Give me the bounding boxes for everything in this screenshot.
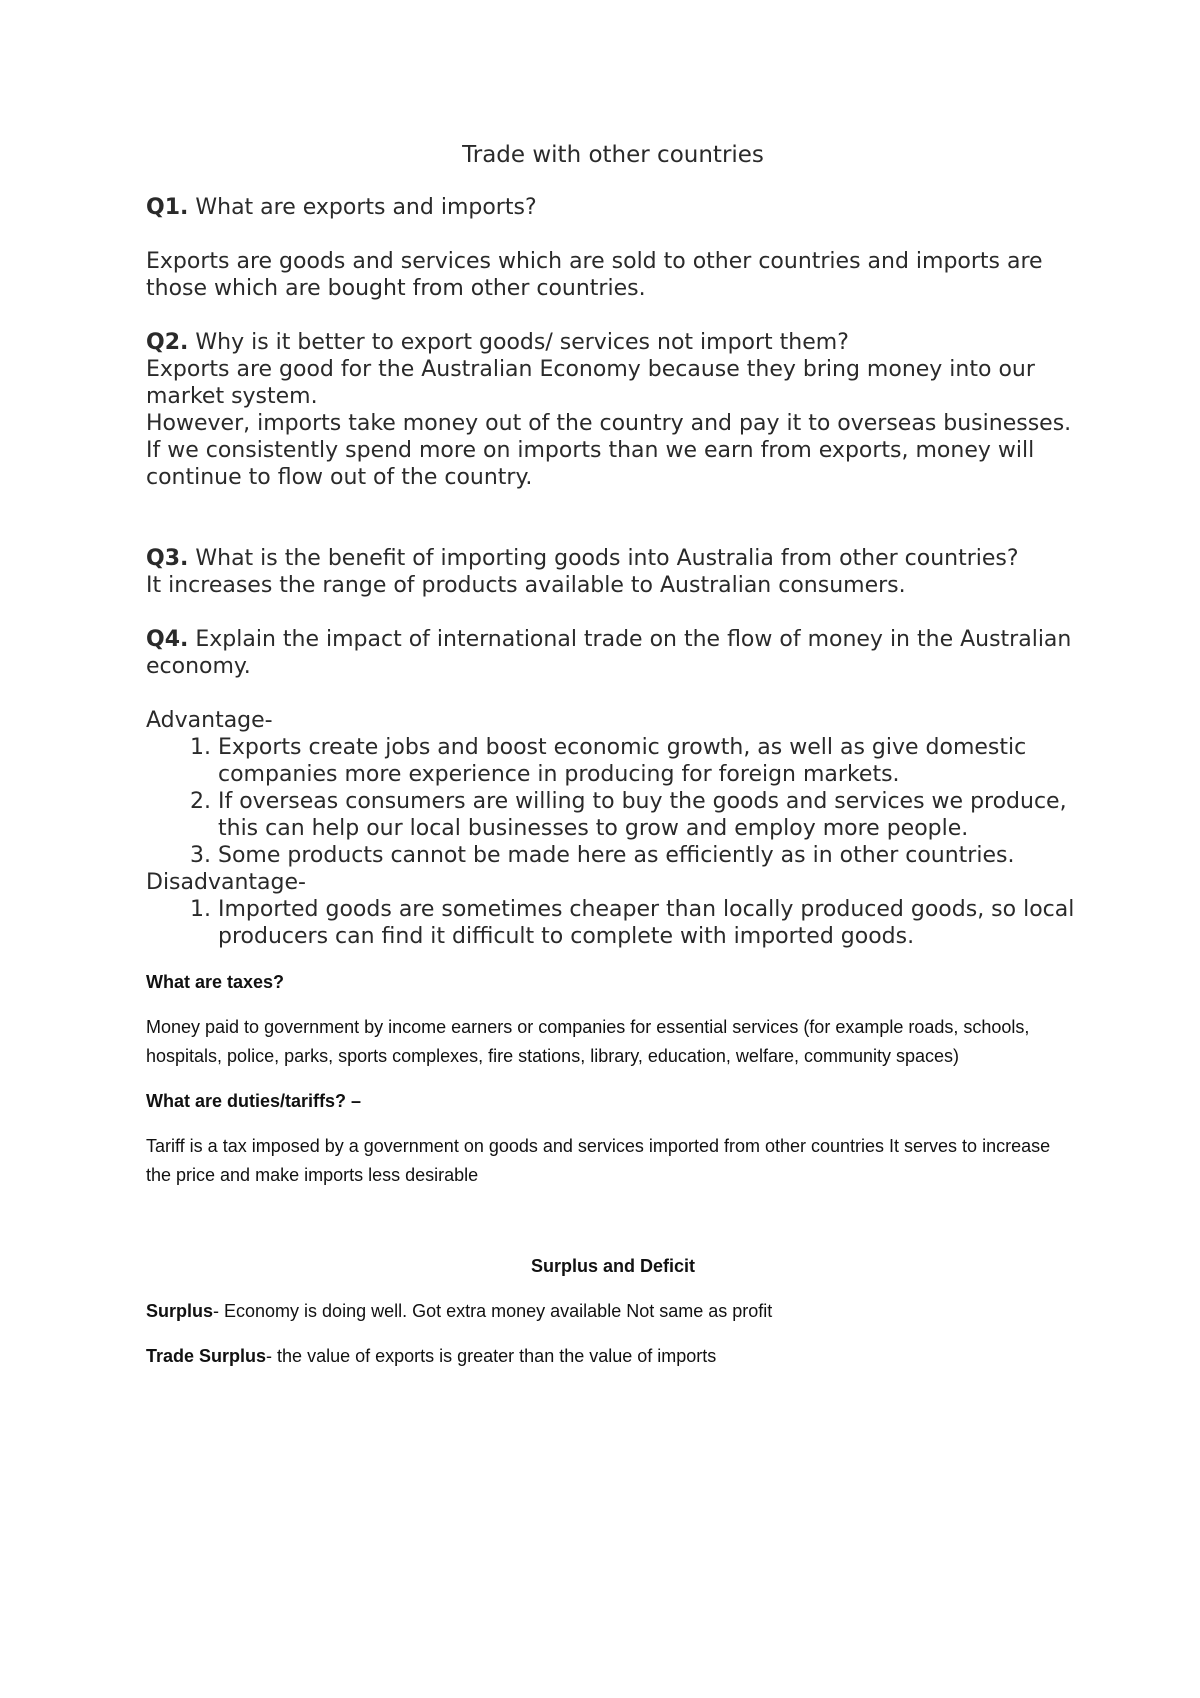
spacer — [146, 491, 1080, 545]
list-item: 2. If overseas consumers are willing to buy the goods and services we produce, this can help our local businesses to grow and employ more people. — [218, 788, 1080, 842]
answer-2-line-2: However, imports take money out of the country and pay it to overseas businesses. — [146, 411, 1072, 436]
spacer — [146, 997, 1080, 1013]
spacer — [146, 302, 1080, 329]
question-3 — [146, 545, 1080, 572]
taxes-heading — [146, 968, 1080, 997]
list-item: 1. Exports create jobs and boost economic growth, as well as give domestic companies more experience in producing for foreign markets. — [218, 734, 1080, 788]
answer-3: It increases the range of products available to Australian consumers. — [146, 573, 906, 598]
question-3-label: Q3. — [146, 546, 189, 571]
surplus-deficit-heading — [146, 1252, 1080, 1281]
advantage-heading: Advantage- — [146, 708, 273, 733]
spacer — [146, 1326, 1080, 1342]
tariffs-heading — [146, 1087, 1080, 1116]
answer-2-line-3: If we consistently spend more on imports than we earn from exports, money will continue to flow out of the country. — [146, 438, 1035, 490]
trade-surplus-text: - the value of exports is greater than the value of imports — [266, 1346, 717, 1366]
surplus-term: Surplus — [146, 1301, 214, 1321]
question-2-text: Why is it better to export goods/ services not import them? — [188, 330, 849, 355]
taxes-text: Money paid to government by income earners or companies for essential services (for example roads, schools, hospitals, police, parks, sports complexes, fire stations, library, education, welfare, community spaces) — [146, 1017, 1030, 1066]
spacer — [146, 1116, 1080, 1132]
document-title: Trade with other countries — [462, 142, 764, 168]
spacer — [146, 221, 1080, 248]
taxes-heading-text: What are taxes? — [146, 972, 285, 992]
disadvantage-list — [146, 896, 1080, 950]
list-item: 1. Imported goods are sometimes cheaper than locally produced goods, so local producers can find it difficult to complete with imported goods. — [218, 896, 1080, 950]
spacer — [146, 1071, 1080, 1087]
trade-surplus-definition — [146, 1342, 1080, 1371]
question-4-text: Explain the impact of international trade on the flow of money in the Australian economy. — [146, 627, 1072, 679]
surplus-deficit-heading-text: Surplus and Deficit — [530, 1256, 696, 1276]
spacer — [146, 1281, 1080, 1297]
answer-1: Exports are goods and services which are sold to other countries and imports are those which are bought from other countries. — [146, 249, 1043, 301]
question-1-text: What are exports and imports? — [188, 195, 537, 220]
advantage-list — [146, 734, 1080, 869]
tariffs-text: Tariff is a tax imposed by a government on goods and services imported from other countries It serves to increase the price and make imports less desirable — [146, 1136, 1051, 1185]
question-2-label: Q2. — [146, 330, 189, 355]
disadvantage-heading: Disadvantage- — [146, 870, 306, 895]
answer-2-line-1: Exports are good for the Australian Economy because they bring money into our market system. — [146, 357, 1035, 409]
question-4 — [146, 626, 1080, 680]
spacer — [146, 680, 1080, 707]
surplus-definition — [146, 1297, 1080, 1326]
question-1 — [146, 194, 1080, 221]
spacer — [146, 950, 1080, 968]
spacer — [146, 1190, 1080, 1252]
spacer — [146, 599, 1080, 626]
tariffs-heading-text: What are duties/tariffs? – — [146, 1091, 362, 1111]
list-item: 3. Some products cannot be made here as efficiently as in other countries. — [218, 842, 1080, 869]
question-4-label: Q4. — [146, 627, 189, 652]
question-1-label: Q1. — [146, 195, 189, 220]
question-3-text: What is the benefit of importing goods into Australia from other countries? — [188, 546, 1019, 571]
question-2 — [146, 329, 1080, 356]
trade-surplus-term: Trade Surplus — [146, 1346, 267, 1366]
surplus-text: - Economy is doing well. Got extra money available Not same as profit — [213, 1301, 773, 1321]
